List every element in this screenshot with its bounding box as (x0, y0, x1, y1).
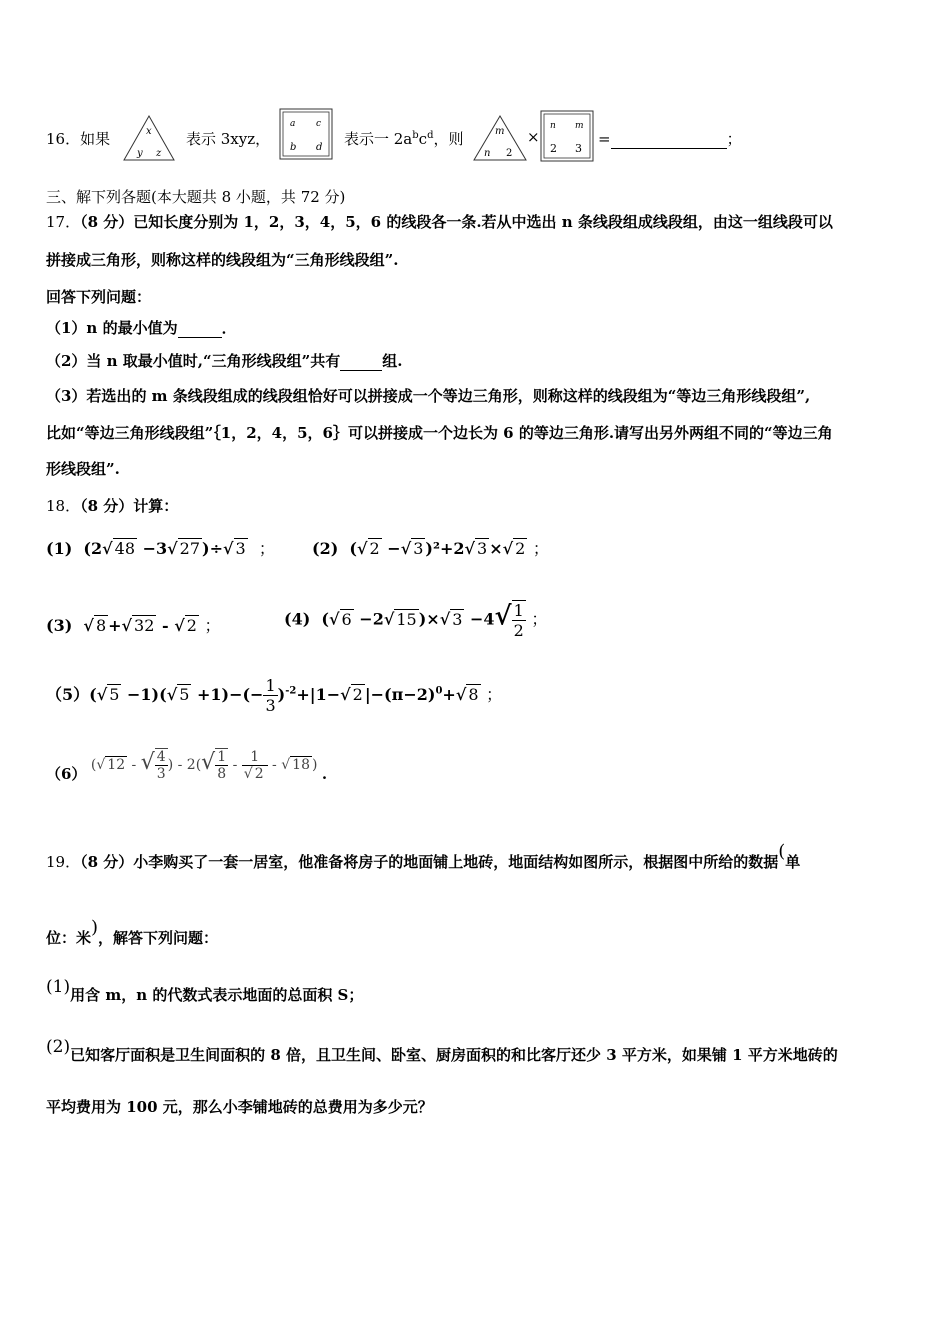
q19-number: 19． (46, 853, 81, 871)
q18-expr-5: （5）(√ 5 −1)(√ 5 +1)−(− $\frac{1}{3}$ )$^{-2}$+|1−√ 2 $|-(\pi-2)^0+√$ 8 ； (46, 676, 503, 715)
tri2-right: 2 (506, 148, 513, 159)
q17-part1-blank[interactable] (178, 319, 222, 338)
q16-lead: 如果 (80, 130, 111, 148)
q16-row (46, 128, 110, 149)
q18-expr-2: (2) (√ 2 −√ 3 )²+2√ 3 ×√ 2 ； (312, 539, 549, 558)
q17-line-1: 17．（8 分）已知长度分别为 1，2，3，4，5，6 的线段各一条.若从中选出 n 条线段组成线段组，由这一组线段可以 (46, 213, 833, 231)
q18-heading: 18．（8 分）计算： (46, 497, 179, 515)
q16-text-b: 表示一 $2a^bc^d$，则 (344, 130, 464, 148)
q16-box-figure-1 (279, 108, 333, 160)
q16-number: 16． (46, 130, 81, 148)
box2-br: 3 (575, 142, 582, 155)
q17-part2-blank[interactable] (340, 352, 382, 371)
q16-answer-blank[interactable] (611, 130, 727, 149)
q16-answer: = ； (598, 130, 742, 148)
box1-br: d (316, 142, 323, 153)
q17-number: 17． (46, 213, 81, 231)
q16-triangle-figure-1 (122, 114, 176, 162)
q17-line-2: 拼接成三角形，则称这样的线段组为“三角形线段组”. (46, 251, 399, 269)
q18-expr-6: （6） (√ 12 - √ $\frac{4}{3}$ ) - 2(√ $\frac{1}{8}$ - $\frac{1}{√ 2}$ - √ 18 ) . (46, 748, 328, 783)
q16-text-a: 表示 3xyz， (186, 130, 271, 148)
q19-part-2-line-2: 平均费用为 100 元，那么小李铺地砖的总费用为多少元？ (46, 1098, 433, 1116)
q17-part-3-line-2: 比如“等边三角形线段组”｛1，2，4，5，6｝可以拼接成一个边长为 6 的等边三角形.请写出另外两组不同的“等边三角 (46, 424, 833, 442)
box1-tl: a (290, 119, 296, 129)
q19-part-1: (1)用含 m，n 的代数式表示地面的总面积 S； (46, 977, 364, 1004)
box2-tl: n (550, 121, 556, 131)
q19-line-2: 位：米)，解答下列问题： (46, 917, 219, 947)
section-3-heading: 三、解下列各题(本大题共 8 小题，共 72 分) (46, 188, 346, 206)
box1-bl: b (290, 142, 297, 153)
q16-triangle-figure-2 (472, 114, 528, 162)
q18-expr-3: (3) √ 8 +√ 32 - √ 2 ； (46, 616, 221, 635)
q17-part-3-line-3: 形线段组”. (46, 460, 120, 478)
tri2-top: m (495, 126, 505, 137)
box2-bl: 2 (550, 142, 557, 155)
q19-part-2-line-1: (2)已知客厅面积是卫生间面积的 8 倍，且卫生间、卧室、厨房面积的和比客厅还少 3 平方米，如果铺 1 平方米地砖的 (46, 1037, 838, 1064)
q17-part-2: （2）当 n 取最小值时,“三角形线段组”共有 组. (46, 352, 403, 370)
q18-number: 18． (46, 497, 81, 515)
tri1-left: y (137, 148, 143, 159)
tri1-right: z (156, 148, 162, 159)
q18-expr-1: (1) (2√ 48 −3√ 27 )÷√ 3 ； (46, 539, 275, 558)
box1-tr: c (316, 119, 322, 129)
q16-times: × (527, 128, 540, 146)
q17-line-3: 回答下列问题： (46, 288, 152, 306)
q17-part-1: （1）n 的最小值为 ． (46, 319, 237, 337)
q16-box-figure-2 (540, 110, 594, 162)
tri2-left: n (484, 148, 491, 159)
tri1-top: x (146, 126, 152, 137)
q19-line-1: 19．（8 分）小李购买了一套一居室，他准备将房子的地面铺上地砖，地面结构如图所示，根据图中所给的数据(单 (46, 841, 801, 871)
q18-expr-4: (4) (√ 6 −2√ 15 )×√ 3 −4√ $\frac{1}{2}$ ； (284, 601, 548, 640)
q17-part-3-line-1: （3）若选出的 m 条线段组成的线段组恰好可以拼接成一个等边三角形，则称这样的线段组为“等边三角形线段组”, (46, 387, 811, 405)
box2-tr: m (575, 121, 584, 131)
